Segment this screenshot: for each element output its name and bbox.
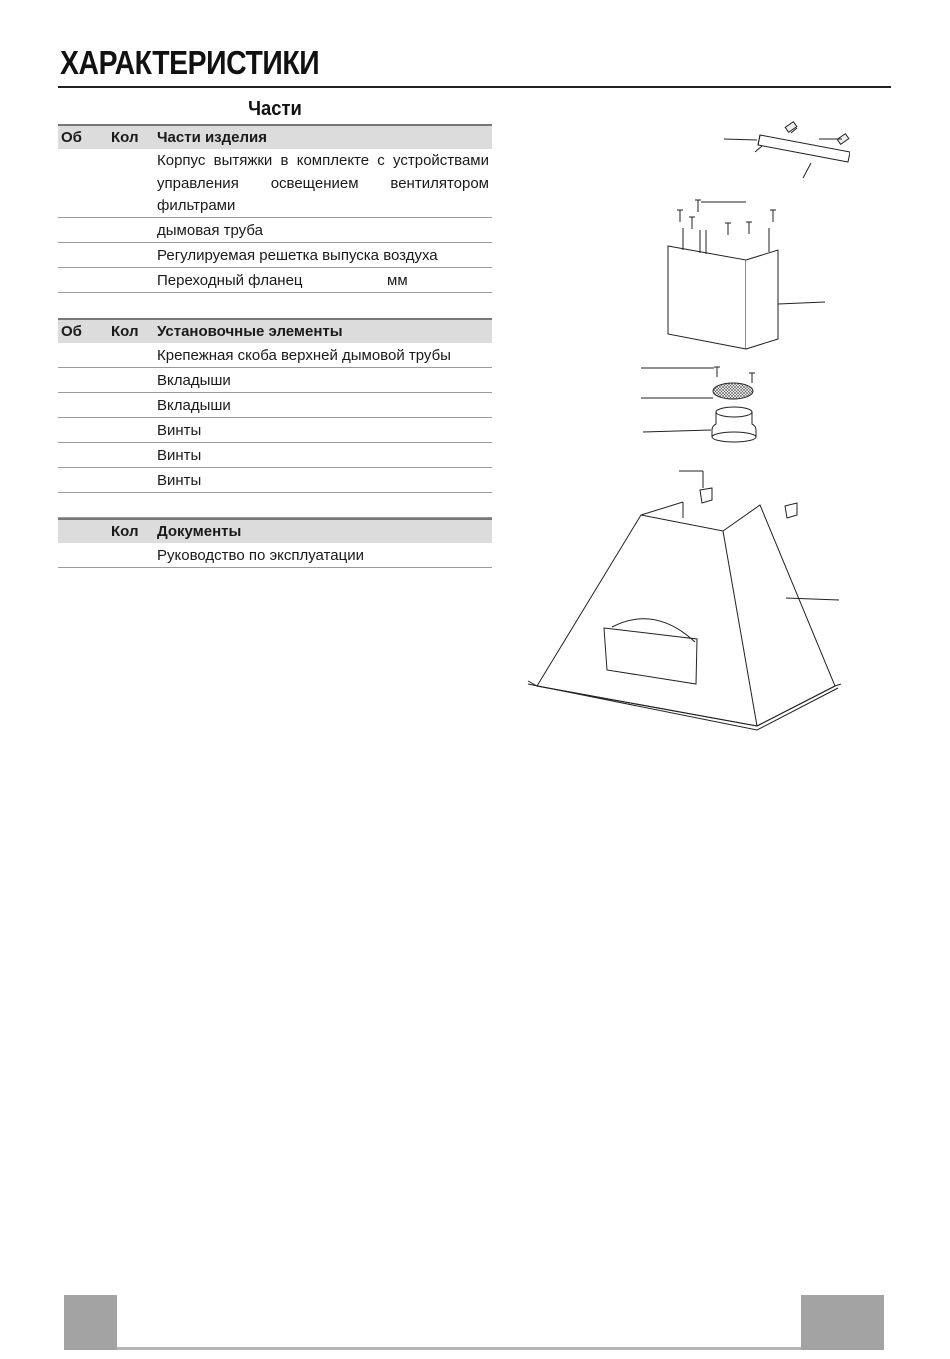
wall-plug-icon — [679, 471, 797, 518]
header-name: Документы — [157, 523, 242, 540]
air-outlet-grille-icon — [641, 367, 755, 399]
header-name: Установочные элементы — [157, 323, 343, 340]
element-name: Вкладыши — [157, 397, 231, 414]
header-kol: Кол — [111, 523, 139, 540]
element-name: Винты — [157, 447, 202, 464]
install-elements-table — [58, 318, 492, 518]
page-title: ХАРАКТЕРИСТИКИ — [60, 44, 320, 81]
screws-icon — [677, 200, 776, 235]
section-heading: Части — [248, 98, 302, 120]
header-ob: Об — [61, 323, 82, 340]
chimney-duct-icon — [668, 228, 825, 349]
element-name: Крепежная скоба верхней дымовой трубы — [157, 347, 451, 364]
table-row — [58, 543, 492, 568]
table-row — [58, 468, 492, 493]
part-name: Корпус вытяжки в комплекте с устройствами управления освещением вентилятором фильтрами — [157, 152, 489, 214]
element-name: Винты — [157, 472, 202, 489]
chimney-bracket-icon — [724, 122, 850, 178]
table-row — [58, 243, 492, 268]
documents-table — [58, 518, 492, 568]
table-row — [58, 418, 492, 443]
header-ob: Об — [61, 129, 82, 146]
header-kol: Кол — [111, 323, 139, 340]
part-name: дымовая труба — [157, 222, 263, 239]
table-row — [58, 268, 492, 293]
table-header — [58, 518, 492, 543]
table-header — [58, 124, 492, 149]
table-row — [58, 393, 492, 418]
footer-tab-right — [801, 1295, 884, 1350]
table-row — [58, 368, 492, 393]
part-name: Переходный фланец — [157, 272, 303, 289]
table-row — [58, 218, 492, 243]
table-header — [58, 318, 492, 343]
element-name: Вкладыши — [157, 372, 231, 389]
table-row — [58, 443, 492, 468]
footer-line — [117, 1347, 801, 1350]
header-name: Части изделия — [157, 129, 268, 146]
product-parts-table — [58, 124, 492, 293]
title-divider — [58, 86, 891, 88]
hood-exploded-diagram — [520, 112, 850, 737]
element-name: Винты — [157, 422, 202, 439]
transition-flange-icon — [643, 407, 756, 442]
table-row — [58, 149, 492, 218]
document-name: Руководство по эксплуатации — [157, 547, 364, 564]
hood-body-icon — [528, 502, 841, 730]
part-unit: мм — [387, 272, 408, 289]
table-row-empty — [58, 493, 492, 518]
part-name: Регулируемая решетка выпуска воздуха — [157, 247, 438, 264]
table-row — [58, 343, 492, 368]
footer-tab-left — [64, 1295, 117, 1350]
header-kol: Кол — [111, 129, 139, 146]
